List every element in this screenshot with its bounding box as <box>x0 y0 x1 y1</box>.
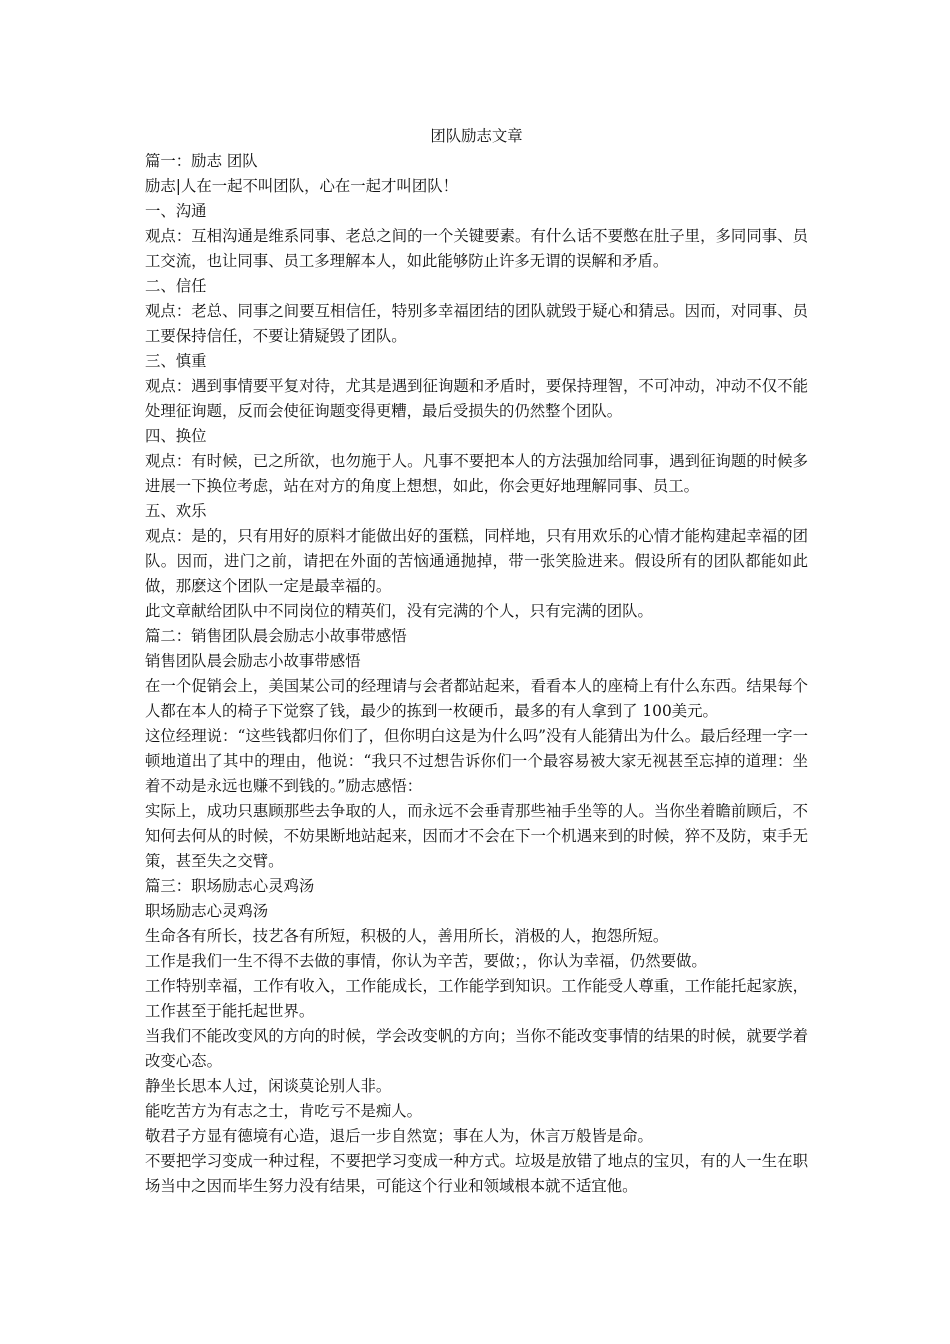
paragraph: 此文章献给团队中不同岗位的精英们，没有完满的个人，只有完满的团队。 <box>145 602 653 620</box>
section-heading-3: 篇三：职场励志心灵鸡汤 <box>145 877 315 895</box>
paragraph: 实际上，成功只惠顾那些去争取的人，而永远不会垂青那些袖手坐等的人。当你坐着瞻前顾后，不知何去何从的时候，不妨果断地站起来，因而才不会在下一个机遇来到的时候，猝不及防，束手无策，甚至失之交臂。 <box>145 802 808 870</box>
paragraph: 工作特别幸福，工作有收入，工作能成长，工作能学到知识。工作能受人尊重，工作能托起家族，工作甚至于能托起世界。 <box>145 977 808 1020</box>
subheading: 五、欢乐 <box>145 502 207 520</box>
subheading: 二、信任 <box>145 277 207 295</box>
paragraph: 观点：遇到事情要平复对待，尤其是遇到征询题和矛盾时，要保持理智，不可冲动，冲动不仅不能处理征询题，反而会使征询题变得更糟，最后受损失的仍然整个团队。 <box>145 377 808 420</box>
subheading: 销售团队晨会励志小故事带感悟 <box>145 652 361 670</box>
paragraph: 当我们不能改变风的方向的时候，学会改变帆的方向；当你不能改变事情的结果的时候，就要学着改变心态。 <box>145 1027 808 1070</box>
paragraph: 励志|人在一起不叫团队，心在一起才叫团队！ <box>145 177 458 195</box>
subheading: 职场励志心灵鸡汤 <box>145 902 269 920</box>
document-body <box>145 124 808 1199</box>
paragraph: 能吃苦方为有志之士，肯吃亏不是痴人。 <box>145 1102 423 1120</box>
subheading: 三、慎重 <box>145 352 207 370</box>
paragraph: 工作是我们一生不得不去做的事情，你认为辛苦，要做；，你认为幸福，仍然要做。 <box>145 952 707 970</box>
paragraph: 观点：有时候，已之所欲，也勿施于人。凡事不要把本人的方法强加给同事，遇到征询题的时候多进展一下换位考虑，站在对方的角度上想想，如此，你会更好地理解同事、员工。 <box>145 452 808 495</box>
paragraph: 观点：互相沟通是维系同事、老总之间的一个关键要素。有什么话不要憋在肚子里，多同同事、员工交流，也让同事、员工多理解本人，如此能够防止许多无谓的误解和矛盾。 <box>145 227 808 270</box>
paragraph: 静坐长思本人过，闲谈莫论别人非。 <box>145 1077 392 1095</box>
section-heading-2: 篇二：销售团队晨会励志小故事带感悟 <box>145 627 407 645</box>
subheading: 一、沟通 <box>145 202 207 220</box>
document-title: 团队励志文章 <box>430 127 523 145</box>
paragraph: 这位经理说：“这些钱都归你们了，但你明白这是为什么吗”没有人能猜出为什么。最后经理一字一顿地道出了其中的理由，他说：“我只不过想告诉你们一个最容易被大家无视甚至忘掉的道理：坐着不动是永远也赚不到钱的。”励志感悟： <box>145 727 808 795</box>
paragraph: 观点：老总、同事之间要互相信任，特别多幸福团结的团队就毁于疑心和猜忌。因而，对同事、员工要保持信任，不要让猜疑毁了团队。 <box>145 302 808 345</box>
paragraph: 观点：是的，只有用好的原料才能做出好的蛋糕，同样地，只有用欢乐的心情才能构建起幸福的团队。因而，进门之前，请把在外面的苦恼通通抛掉，带一张笑脸进来。假设所有的团队都能如此做，那麽这个团队一定是最幸福的。 <box>145 527 808 595</box>
paragraph: 生命各有所长，技艺各有所短，积极的人，善用所长，消极的人，抱怨所短。 <box>145 927 669 945</box>
subheading: 四、换位 <box>145 427 207 445</box>
paragraph: 不要把学习变成一种过程，不要把学习变成一种方式。垃圾是放错了地点的宝贝，有的人一生在职场当中之因而毕生努力没有结果，可能这个行业和领域根本就不适宜他。 <box>145 1152 808 1195</box>
paragraph: 在一个促销会上，美国某公司的经理请与会者都站起来，看看本人的座椅上有什么东西。结果每个人都在本人的椅子下觉察了钱，最少的拣到一枚硬币，最多的有人拿到了 100美元。 <box>145 677 808 720</box>
section-heading-1: 篇一：励志 团队 <box>145 152 258 170</box>
paragraph: 敬君子方显有德境有心造，退后一步自然宽；事在人为，休言万般皆是命。 <box>145 1127 653 1145</box>
